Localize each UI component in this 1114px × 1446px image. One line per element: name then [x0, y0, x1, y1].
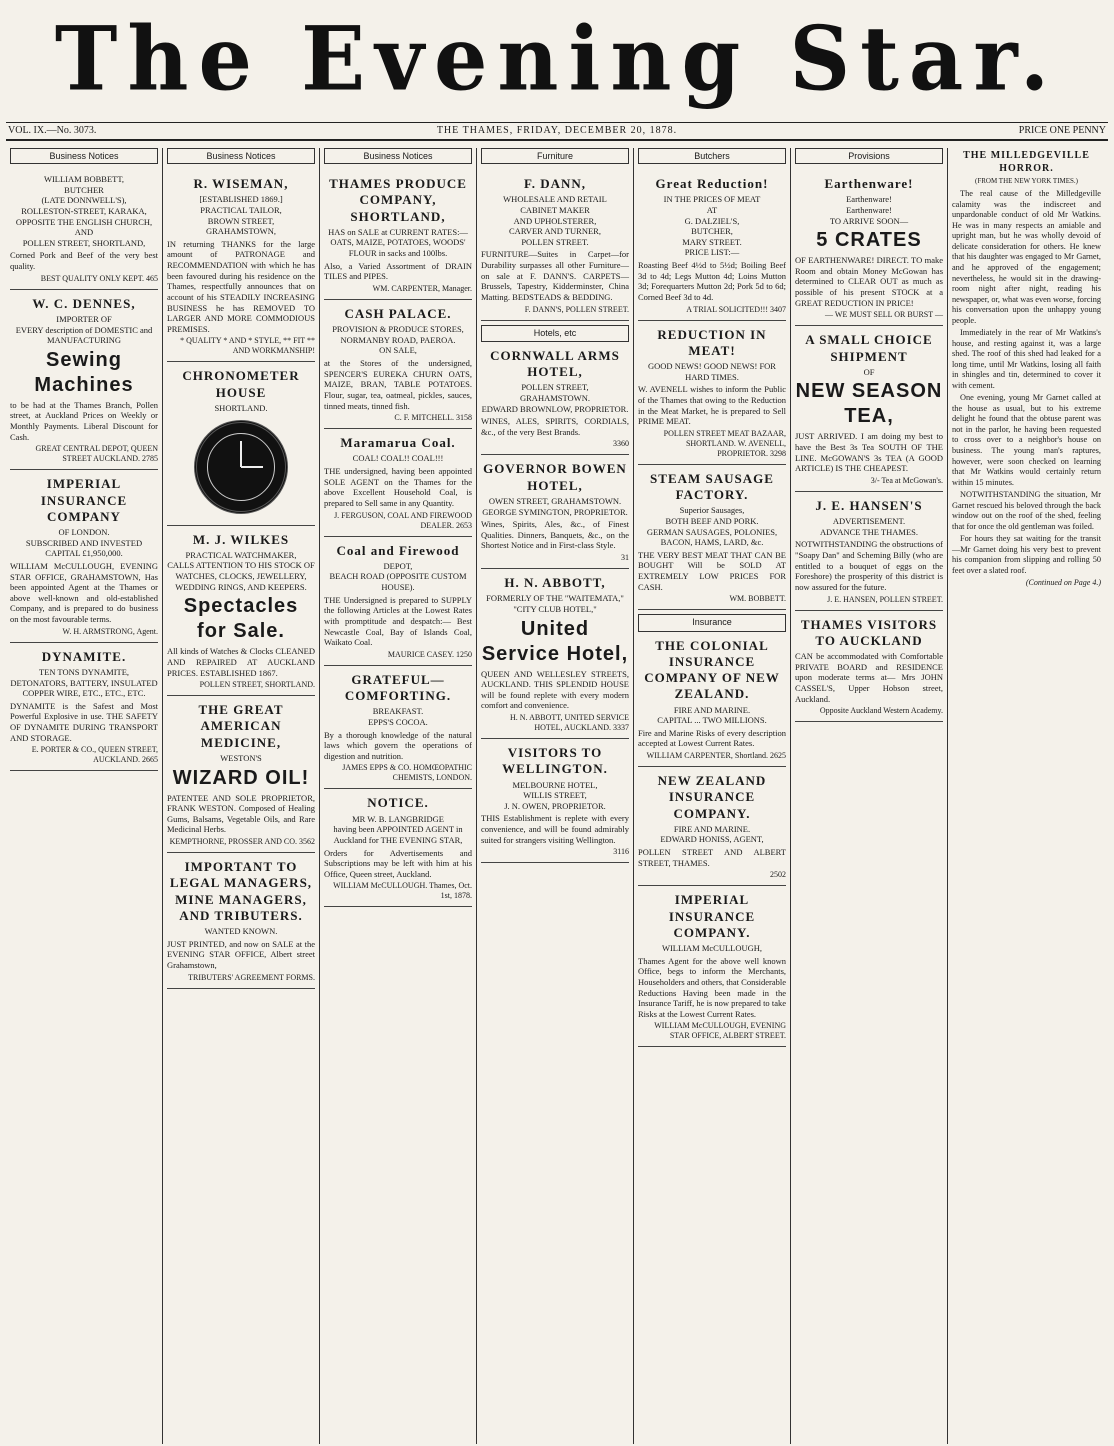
ad-signature: E. PORTER & CO., QUEEN STREET, AUCKLAND. 2665	[31, 745, 158, 765]
ad-title: THE GREAT AMERICAN MEDICINE,	[198, 702, 284, 750]
ad-headline: 5 CRATES	[816, 229, 922, 252]
advertisement	[481, 170, 629, 321]
ad-line: EDWARD BROWNLOW, PROPRIETOR.	[481, 403, 629, 414]
ad-title: F. DANN,	[523, 176, 587, 191]
ad-signature: POLLEN STREET, SHORTLAND.	[199, 680, 315, 690]
ad-line: COAL! COAL!! COAL!!!	[352, 453, 444, 464]
ad-line: Earthenware!	[846, 194, 892, 205]
volume-number: VOL. IX.—No. 3073.	[8, 125, 97, 136]
ad-line: MELBOURNE HOTEL,	[512, 779, 598, 790]
section-header: Hotels, etc	[481, 325, 629, 342]
clock-illustration	[194, 420, 288, 514]
ad-signature: 3116	[613, 847, 629, 857]
ad-body: Thames Agent for the above well known Office, begs to inform the Merchants, Householders and others, that Considerable Reductions Having been made in the Insurance Tariff, he is now prepared to take Risks at the Lowest Current Rates.	[638, 955, 787, 1019]
ad-title: NEW ZEALAND INSURANCE COMPANY.	[657, 773, 767, 821]
column-3	[320, 148, 477, 1444]
advertisement	[795, 611, 943, 723]
advertisement	[481, 569, 629, 739]
ad-line: EVERY description of DOMESTIC and MANUFACTURING	[15, 324, 153, 346]
ad-line: GEORGE SYMINGTON, PROPRIETOR.	[482, 506, 628, 517]
ad-line: BUTCHER	[64, 184, 104, 195]
advertisement	[10, 470, 158, 642]
ad-line: POLLEN STREET.	[521, 236, 589, 247]
advertisement	[795, 326, 943, 492]
ad-signature: A TRIAL SOLICITED!!! 3407	[686, 304, 786, 314]
column-1	[6, 148, 163, 1444]
ad-line: OPPOSITE THE ENGLISH CHURCH,	[15, 216, 153, 227]
masthead	[0, 0, 1114, 118]
ad-line: FORMERLY OF THE "WAITEMATA,"	[486, 593, 624, 604]
ad-line: WILLIAM BOBBETT,	[43, 174, 125, 184]
ad-line: CAPITAL £1,950,000.	[45, 548, 123, 559]
ad-line: MR W. B. LANGBRIDGE	[352, 813, 444, 824]
advertisement	[167, 853, 315, 989]
advertisement	[10, 170, 158, 290]
ad-title: GRATEFUL—COMFORTING.	[344, 671, 452, 703]
ad-headline: NEW SEASON TEA,	[795, 380, 943, 428]
ad-signature: WM. BOBBETT.	[729, 594, 786, 604]
continued-note: (Continued on Page 4.)	[1025, 578, 1101, 588]
column-header: Provisions	[795, 148, 943, 164]
ad-line: WESTON'S	[220, 752, 262, 763]
ad-title: Maramarua Coal.	[340, 435, 456, 451]
ad-line: Earthenware!	[846, 204, 892, 215]
ad-body: to be had at the Thames Branch, Pollen street, at Auckland Prices on Weekly or Monthly Payments. Liberal Discount for Cash.	[10, 399, 158, 442]
article-paragraph: For hours they sat waiting for the transit—Mr Garnet doing his very best to prevent his companion from slipping and rolling 50 feet over a slated roof.	[952, 534, 1101, 575]
ad-line: BUTCHER,	[691, 226, 733, 237]
column-header: Furniture	[481, 148, 629, 164]
ad-body: JUST PRINTED, and now on SALE at the EVENING STAR OFFICE, Albert street Grahamstown,	[167, 938, 315, 970]
ad-line: IN THE PRICES OF MEAT	[663, 194, 761, 205]
advertisement	[10, 643, 158, 772]
ad-line: POLLEN STREET, SHORTLAND,	[22, 237, 146, 248]
ad-line: WILLIAM McCULLOUGH,	[661, 943, 763, 953]
ad-body: Roasting Beef 4½d to 5½d; Boiling Beef 3d to 4d; Legs Mutton 4d; Loins Mutton 3d; Forequarters Mutton 2d; Pork 5d to 6d; Corned Beef 3d to 4d.	[638, 260, 786, 302]
ad-signature: 31	[621, 553, 629, 562]
article-paragraph: One evening, young Mr Garnet called at the house as usual, but to his extreme delight he found that the obtuse parent was not in the parlor, he having been requested to cross over to a neighbor's house on business. The young man's raptures, however, were soon checked on learning that Mr Watkins would certainly return within 15 minutes.	[952, 393, 1101, 487]
ad-signature: MAURICE CASEY. 1250	[387, 649, 472, 659]
ad-signature: J. FERGUSON, COAL AND FIREWOOD DEALER. 2653	[334, 510, 472, 530]
advertisement	[795, 492, 943, 611]
ad-line: ADVANCE THE THAMES.	[820, 526, 918, 537]
column-6	[791, 148, 948, 1444]
ad-body: THE VERY BEST MEAT THAT CAN BE BOUGHT Will be SOLD AT EXTREMELY LOW PRICES FOR CASH.	[638, 549, 786, 592]
ad-title: DYNAMITE.	[41, 648, 127, 664]
ad-body: THE undersigned, having been appointed SOLE AGENT on the Thames for the above Excellent Household Coal, is prepared to Sell same in any Quantity.	[324, 466, 472, 508]
ad-headline: WIZARD OIL!	[172, 766, 310, 789]
ad-line: (LATE DONNWELL'S),	[41, 195, 127, 206]
advertisement	[638, 321, 786, 465]
advertisement	[638, 465, 786, 611]
ad-title: H. N. ABBOTT,	[504, 575, 606, 590]
ad-line: BOTH BEEF AND PORK.	[665, 515, 759, 526]
ad-body: WILLIAM McCULLOUGH, EVENING STAR OFFICE, GRAHAMSTOWN, Has been appointed Agent at the Thames or above well-known and old-established Company, and is prepared to do business on the most favourable terms.	[10, 560, 158, 624]
ad-signature: GREAT CENTRAL DEPOT, QUEEN STREET AUCKLAND. 2785	[35, 444, 158, 464]
ad-title: Earthenware!	[824, 176, 914, 191]
ad-title: IMPERIAL INSURANCE COMPANY	[40, 476, 128, 524]
column-header: Butchers	[638, 148, 786, 164]
ad-line: Superior Sausages,	[679, 505, 745, 516]
ad-line: AND	[74, 227, 94, 238]
ad-line: having been APPOINTED AGENT in Auckland for THE EVENING STAR,	[333, 824, 463, 845]
ad-line: WANTED KNOWN.	[204, 926, 278, 936]
ad-line: WILLIS STREET,	[523, 790, 587, 801]
ad-body: OF EARTHENWARE! DIRECT. TO make Room and obtain Money McGowan has determined to CLEAR OUT as much as possible of his present STOCK at a GREAT REDUCTION IN PRICE!	[795, 255, 943, 308]
ad-body: THIS Establishment is replete with every convenience, and will be found admirably suited for strangers visiting Wellington.	[481, 813, 629, 845]
ad-line: OATS, MAIZE, POTATOES, WOODS' FLOUR in sacks and 100lbs.	[330, 237, 466, 258]
ad-headline: Sewing Machines	[34, 348, 134, 396]
ad-line: G. DALZIEL'S,	[684, 215, 740, 226]
ad-body: Corned Pork and Beef of the very best quality.	[10, 250, 158, 271]
ad-line: GOOD NEWS! GOOD NEWS! FOR HARD TIMES.	[648, 361, 776, 382]
dateline	[6, 122, 1108, 141]
ad-title: STEAM SAUSAGE FACTORY.	[650, 470, 774, 502]
advertisement	[167, 526, 315, 697]
ad-line: WHOLESALE AND RETAIL	[503, 194, 607, 205]
section-header: Insurance	[638, 614, 786, 631]
article-title: THE MILLEDGEVILLE HORROR.	[963, 150, 1090, 174]
ad-body: By a thorough knowledge of the natural laws which govern the operations of digestion and nutrition.	[324, 729, 472, 761]
article-paragraph: NOTWITHSTANDING the situation, Mr Garnet rescued his beloved through the back window out on the roof of the shed, feeling that for once the old gentleman was foiled.	[952, 490, 1101, 531]
ad-title: VISITORS TO WELLINGTON.	[502, 745, 608, 777]
column-4	[477, 148, 634, 1444]
ad-line: ADVERTISEMENT.	[832, 516, 906, 527]
advertisement	[324, 666, 472, 790]
ad-line: FIRE AND MARINE.	[673, 823, 751, 834]
advertisement	[167, 362, 315, 525]
ad-line: ROLLESTON-STREET, KARAKA,	[21, 205, 147, 216]
ad-line: BEACH ROAD (OPPOSITE CUSTOM HOUSE).	[329, 571, 467, 592]
columns-container	[6, 148, 1108, 1444]
advertisement	[324, 789, 472, 907]
advertisement	[167, 170, 315, 362]
column-header: Business Notices	[10, 148, 158, 164]
ad-line: PROVISION & PRODUCE STORES,	[332, 324, 464, 335]
ad-line: POLLEN STREET,	[521, 382, 589, 393]
ad-title: REDUCTION IN MEAT!	[657, 326, 767, 358]
ad-body: POLLEN STREET AND ALBERT STREET, THAMES.	[638, 847, 786, 868]
ad-body: Wines, Spirits, Ales, &c., of Finest Qualities. Dinners, Banquets, &c., on the Shortest Notice and in First-class Style.	[481, 519, 629, 551]
ad-body: W. AVENELL wishes to inform the Public of the Thames that owing to the Reduction in the Meat Market, he is prepared to Sell PRIME MEAT.	[638, 384, 786, 427]
advertisement	[795, 170, 943, 326]
ad-line: IMPORTER OF	[56, 313, 112, 324]
column-header: Business Notices	[324, 148, 472, 164]
ad-line: OF LONDON.	[58, 527, 110, 537]
ad-body: CAN be accommodated with Comfortable PRIVATE BOARD and RESIDENCE upon moderate terms at— Mrs JOHN CASSEL'S, Upper Hobson street, Auckland.	[795, 651, 943, 704]
ad-signature: C. F. MITCHELL. 3158	[394, 413, 472, 423]
column-header: Business Notices	[167, 148, 315, 164]
column-2	[163, 148, 320, 1444]
ad-title: GOVERNOR BOWEN HOTEL,	[483, 461, 627, 493]
ad-signature: JAMES EPPS & CO. HOMŒOPATHIC CHEMISTS, LONDON.	[342, 763, 472, 783]
ad-body: THE Undersigned is prepared to SUPPLY the following Articles at the Lowest Rates with promptitude and despatch:— Best Newcastle Coal, Bay of Islands Coal, Waikato Coal.	[324, 594, 472, 648]
ad-title: IMPERIAL INSURANCE COMPANY.	[668, 892, 756, 940]
ad-signature: TRIBUTERS' AGREEMENT FORMS.	[188, 972, 315, 982]
ad-line: GERMAN SAUSAGES, POLONIES, BACON, HAMS, LARD, &c.	[646, 526, 778, 548]
ad-line: CAPITAL ... TWO MILLIONS.	[657, 715, 767, 726]
ad-signature: 3360	[613, 439, 629, 449]
place-and-date: THE THAMES, FRIDAY, DECEMBER 20, 1878.	[436, 125, 678, 136]
ad-signature: 2502	[770, 870, 786, 880]
ad-line: [ESTABLISHED 1869.]	[199, 194, 283, 205]
ad-title: THAMES PRODUCE COMPANY, SHORTLAND,	[329, 176, 467, 224]
advertisement	[481, 739, 629, 863]
ad-signature: * QUALITY * AND * STYLE, ** FIT ** AND WORKMANSHIP!	[180, 336, 315, 356]
ad-body: FURNITURE—Suites in Carpet—for Durability surpasses all other Furniture—on sale at F. DANN'S. CARPETS—Brussels, Tapestry, Kidderminster, China Matting. BEDSTEADS & BEDDING.	[481, 249, 629, 302]
advertisement	[481, 455, 629, 569]
ad-title: CASH PALACE.	[344, 305, 452, 321]
ad-body: JUST ARRIVED. I am doing my best to have the Best 3s Tea SOUTH OF THE LINE. McGOWAN'S 3s TEA (A GOOD ARTICLE) IS THE CHEAPEST.	[795, 431, 943, 474]
ad-signature: POLLEN STREET MEAT BAZAAR, SHORTLAND. W. AVENELL, PROPRIETOR. 3298	[663, 428, 786, 458]
ad-line: MARY STREET.	[682, 236, 742, 247]
ad-signature: F. DANN'S, POLLEN STREET.	[524, 304, 629, 314]
ad-line: SHORTLAND.	[214, 402, 268, 413]
ad-body: DYNAMITE is the Safest and Most Powerful Explosive in use. THE SAFETY OF DYNAMITE DURING TRANSPORT AND STORAGE.	[10, 700, 158, 743]
ad-signature: H. N. ABBOTT, UNITED SERVICE HOTEL, AUCKLAND. 3337	[510, 713, 629, 732]
ad-title: Great Reduction!	[655, 176, 769, 191]
advertisement	[638, 170, 786, 321]
ad-signature: WM. CARPENTER, Manager.	[372, 283, 472, 293]
ad-line: AT	[706, 204, 718, 215]
ad-line: PRACTICAL TAILOR,	[200, 204, 282, 215]
ad-line: BROWN STREET,	[207, 215, 275, 226]
price: PRICE ONE PENNY	[1018, 125, 1106, 136]
ad-title: NOTICE.	[367, 795, 429, 811]
ad-line: OWEN STREET, GRAHAMSTOWN.	[488, 495, 622, 506]
column-5	[634, 148, 791, 1444]
article-source: (FROM THE NEW YORK TIMES.)	[975, 177, 1078, 186]
ad-body: at the Stores of the undersigned, SPENCER'S EUREKA CHURN OATS, MAIZE, BRAN, TABLE POTATOES. Flour, sugar, tea, oatmeal, pickles, sauces, tinned meats, tinned fish.	[324, 358, 472, 411]
ad-line: CABINET MAKER	[520, 204, 590, 215]
ad-signature: W. H. ARMSTRONG, Agent.	[62, 626, 158, 636]
ad-title: M. J. WILKES	[192, 531, 290, 547]
article-paragraph: Immediately in the rear of Mr Watkins's house, and resting against it, was a large shed. The roof of this shed had leaked for a long time, until Mr Watkins, losing all faith in shingles and tin, determined to cover it with cement.	[952, 328, 1101, 390]
ad-title: THAMES VISITORS TO AUCKLAND	[800, 616, 938, 648]
ad-body: All kinds of Watches & Clocks CLEANED AND REPAIRED AT AUCKLAND PRICES. ESTABLISHED 1867.	[167, 646, 315, 678]
ad-signature: WILLIAM McCULLOUGH. Thames, Oct. 1st, 1878.	[333, 881, 472, 901]
advertisement	[324, 537, 472, 666]
ad-signature: J. E. HANSEN, POLLEN STREET.	[827, 594, 943, 604]
ad-line: J. N. OWEN, PROPRIETOR.	[504, 800, 606, 811]
ad-line: TEN TONS DYNAMITE, DETONATORS, BATTERY, INSULATED COPPER WIRE, ETC., ETC., ETC.	[10, 666, 158, 699]
ad-headline: United Service Hotel,	[481, 617, 629, 665]
ad-line: PRICE LIST:—	[684, 247, 740, 258]
ad-signature: 3/- Tea at McGowan's.	[870, 475, 943, 485]
ad-line: "CITY CLUB HOTEL,"	[513, 603, 597, 614]
ad-title: THE COLONIAL INSURANCE COMPANY OF NEW ZEALAND.	[644, 637, 780, 702]
ad-line: HAS on SALE at CURRENT RATES:—	[328, 226, 468, 237]
ad-line: TO ARRIVE SOON—	[829, 215, 909, 226]
ad-signature: WILLIAM McCULLOUGH, EVENING STAR OFFICE, ALBERT STREET.	[654, 1021, 786, 1041]
ad-body: Fire and Marine Risks of every description accepted at Lowest Current Rates.	[638, 727, 786, 749]
article-column	[948, 148, 1105, 1444]
ad-title: IMPORTANT TO LEGAL MANAGERS, MINE MANAGERS, AND TRIBUTERS.	[169, 859, 313, 923]
ad-line: GRAHAMSTOWN.	[520, 392, 590, 403]
ad-line: PRACTICAL WATCHMAKER,	[185, 549, 297, 560]
ad-line: NORMANBY ROAD, PAEROA.	[340, 334, 456, 345]
ad-line: BREAKFAST.	[372, 706, 424, 717]
ad-body: QUEEN AND WELLESLEY STREETS, AUCKLAND. THIS SPLENDID HOUSE will be found replete with every modern comfort and convenience.	[481, 668, 629, 711]
ad-signature: KEMPTHORNE, PROSSER AND CO. 3562	[169, 837, 315, 846]
ad-title: CORNWALL ARMS HOTEL,	[490, 347, 620, 379]
advertisement	[638, 886, 786, 1047]
ad-body: IN returning THANKS for the large amount of PATRONAGE and RECOMMENDATION with which he has been favoured during his residence on the Thames, respectfully announces that on account of his STEADILY INCREASING BUSINESS he has REMOVED TO LARGER AND MORE COMMODIOUS PREMISES.	[167, 238, 315, 334]
ad-title: CHRONOMETER HOUSE	[182, 368, 300, 400]
ad-signature: Opposite Auckland Western Academy.	[819, 706, 943, 716]
advertisement	[324, 300, 472, 429]
article-paragraph: The real cause of the Milledgeville calamity was the indiscreet and unpardonable conduct of old Mr Watkins. He was in many respects an amiable and upright man, but he was wholly devoid of delicate consideration for others. He knew that his daughter was engaged to Mr Garnet, and he approved of the engagement; nevertheless, he would sit in the drawing-room night after night, reading his newspaper, or, what was even worse, forcing his conversation upon the unhappy young people.	[952, 189, 1101, 325]
ad-signature: — WE MUST SELL OR BURST —	[825, 310, 943, 320]
ad-body: PATENTEE AND SOLE PROPRIETOR, FRANK WESTON. Composed of Healing Gums, Balsams, Vegetable Oils, and Rare Medicinal Herbs.	[167, 792, 315, 835]
ad-title: W. C. DENNES,	[32, 295, 136, 311]
ad-headline: Spectacles for Sale.	[183, 595, 299, 643]
ad-line: CARVER AND TURNER,	[509, 226, 601, 237]
ad-body: NOTWITHSTANDING the obstructions of "Soapy Dan" and Scheming Billy (who are entitled to a bouquet of eggs on the Foreshore) the prosperity of this district is now assured for the future.	[795, 539, 943, 592]
ad-title: R. WISEMAN,	[193, 176, 289, 191]
ad-line: FIRE AND MARINE.	[673, 704, 751, 715]
ad-line: AND UPHOLSTERER,	[513, 215, 597, 226]
ad-body: WINES, ALES, SPIRITS, CORDIALS, &c., of the very Best Brands.	[481, 416, 629, 437]
ad-line: OF	[863, 366, 875, 377]
ad-line: ON SALE,	[379, 345, 417, 356]
ad-signature: BEST QUALITY ONLY KEPT. 465	[40, 273, 158, 283]
ad-line: SUBSCRIBED AND INVESTED	[25, 537, 143, 548]
advertisement	[324, 429, 472, 536]
advertisement	[167, 696, 315, 853]
ad-body: Orders for Advertisements and Subscriptions may be left with him at his Office, Queen street, Auckland.	[324, 847, 472, 879]
ad-title: A SMALL CHOICE SHIPMENT	[805, 332, 933, 364]
advertisement	[10, 290, 158, 471]
ad-body: Also, a Varied Assortment of DRAIN TILES and PIPES.	[324, 260, 472, 282]
advertisement	[481, 321, 629, 456]
advertisement	[638, 767, 786, 886]
advertisement	[324, 170, 472, 300]
advertisement	[638, 610, 786, 767]
ad-line: DEPOT,	[383, 560, 413, 571]
ad-line: EDWARD HONISS, AGENT,	[660, 834, 764, 845]
ad-line: GRAHAMSTOWN,	[206, 226, 276, 237]
ad-title: Coal and Firewood	[336, 542, 460, 558]
newspaper-title: The Evening Star.	[54, 6, 1060, 111]
ad-line: EPPS'S COCOA.	[368, 716, 428, 727]
ad-line: CALLS ATTENTION TO HIS STOCK OF WATCHES, CLOCKS, JEWELLERY, WEDDING RINGS, AND KEEPERS.	[167, 560, 315, 592]
ad-title: J. E. HANSEN'S	[815, 497, 923, 513]
ad-signature: WILLIAM CARPENTER, Shortland. 2625	[646, 751, 786, 760]
